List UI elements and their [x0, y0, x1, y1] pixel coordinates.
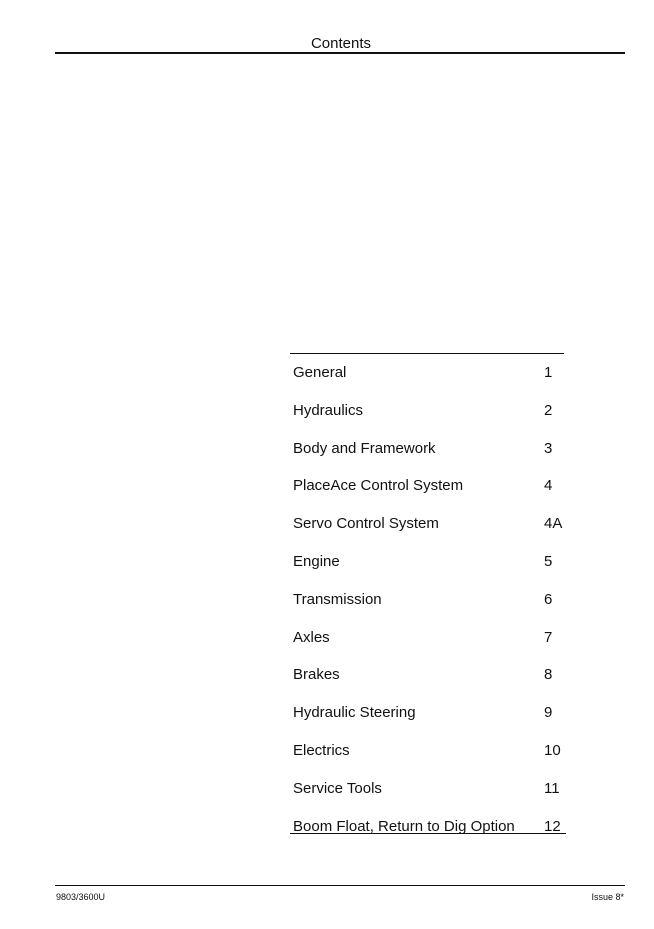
toc-entry-label: PlaceAce Control System — [293, 477, 464, 495]
toc-entry-axles[interactable] — [290, 619, 566, 657]
toc-entry-label: Electrics — [293, 741, 350, 759]
toc-list — [290, 354, 566, 845]
toc-entry-transmission[interactable] — [290, 581, 566, 619]
toc-entry-number: 4 — [544, 477, 553, 495]
toc-entry-brakes[interactable] — [290, 656, 566, 694]
toc-entry-number: 11 — [544, 779, 560, 797]
toc-entry-number: 10 — [544, 741, 561, 759]
toc-entry-engine[interactable] — [290, 543, 566, 581]
toc-entry-body-and-framework[interactable] — [290, 430, 566, 468]
toc-entry-label: Body and Framework — [293, 439, 436, 457]
toc-entry-number: 9 — [544, 704, 553, 722]
toc-entry-number: 2 — [544, 401, 553, 419]
toc-entry-label: General — [293, 364, 347, 381]
toc-entry-label: Hydraulic Steering — [293, 704, 416, 722]
page-title: Contents — [310, 35, 372, 52]
toc-entry-hydraulic-steering[interactable] — [290, 694, 566, 732]
toc-entry-electrics[interactable] — [290, 732, 566, 770]
toc-entry-number: 5 — [544, 552, 553, 570]
toc-entry-service-tools[interactable] — [290, 770, 566, 808]
toc-entry-number: 6 — [544, 590, 553, 608]
toc-entry-number: 7 — [544, 628, 553, 646]
toc-entry-label: Boom Float, Return to Dig Option — [293, 817, 515, 835]
toc-entry-label: Transmission — [293, 590, 382, 608]
toc-entry-servo-control-system[interactable] — [290, 505, 566, 543]
toc-entry-number: 12 — [544, 817, 561, 835]
toc-entry-number: 4A — [544, 515, 563, 533]
toc-entry-hydraulics[interactable] — [290, 392, 566, 430]
footer-issue: Issue 8* — [591, 892, 624, 902]
toc-entry-label: Service Tools — [293, 779, 382, 797]
toc-entry-label: Axles — [293, 628, 330, 646]
footer-document-code: 9803/3600U — [56, 892, 106, 902]
toc-entry-boom-float[interactable] — [290, 808, 566, 846]
toc-entry-label: Hydraulics — [293, 401, 364, 419]
toc-entry-general[interactable] — [290, 354, 566, 392]
toc-entry-label: Brakes — [293, 666, 340, 684]
footer-rule — [55, 885, 625, 886]
toc-entry-placeace-control-system[interactable] — [290, 467, 566, 505]
toc-entry-label: Servo Control System — [293, 515, 439, 533]
table-of-contents — [290, 353, 566, 845]
header-rule — [55, 52, 625, 54]
toc-bottom-rule — [290, 833, 566, 834]
toc-entry-number: 1 — [544, 364, 553, 381]
toc-entry-number: 3 — [544, 439, 553, 457]
toc-entry-label: Engine — [293, 552, 340, 570]
toc-entry-number: 8 — [544, 666, 553, 684]
